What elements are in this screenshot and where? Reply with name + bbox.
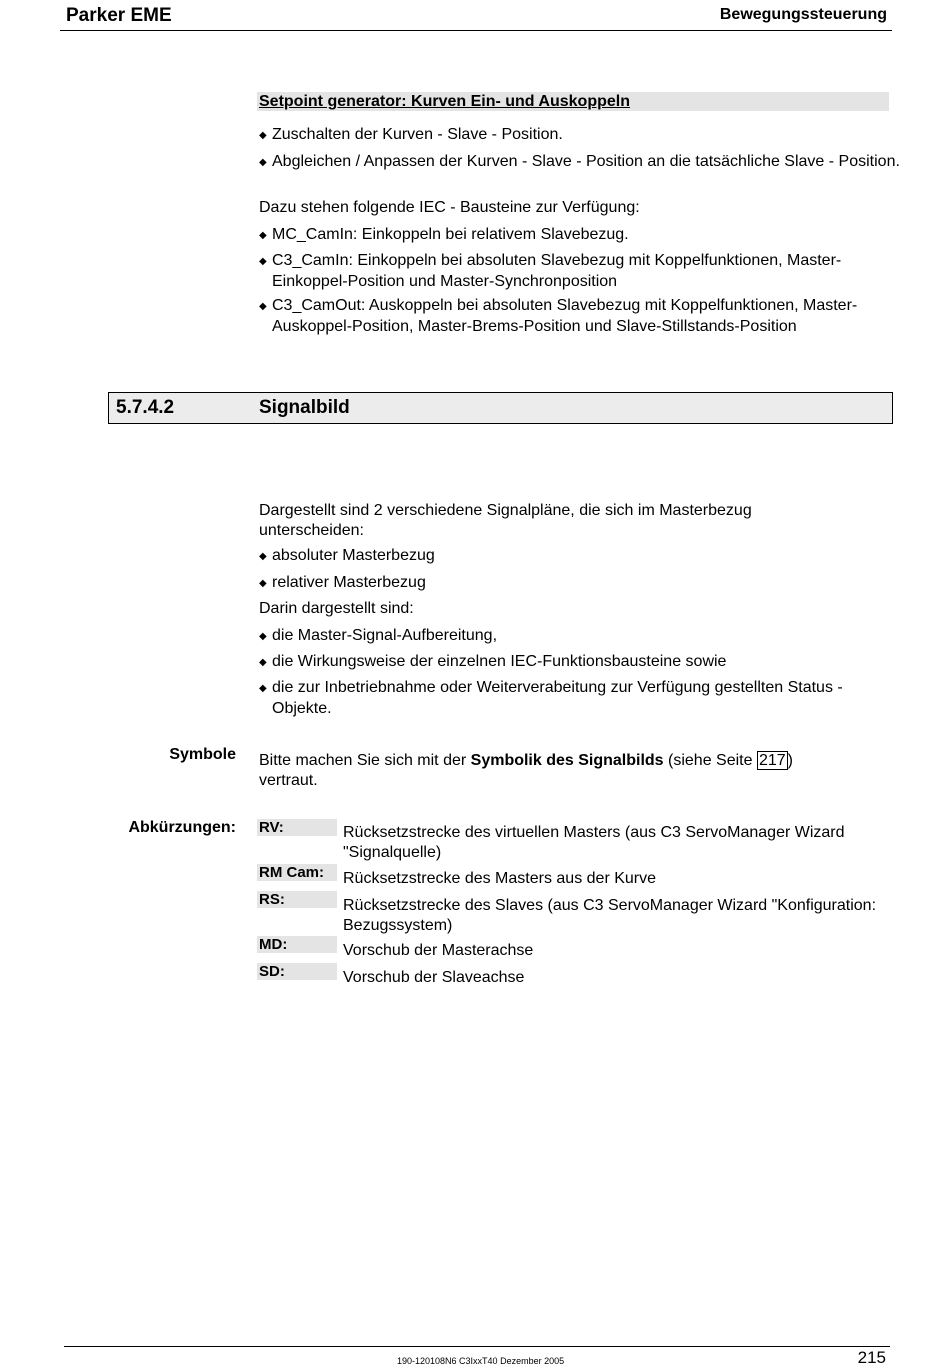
list-item: ◆ Abgleichen / Anpassen der Kurven - Slave - Position an die tatsächliche Slave - Position. xyxy=(259,152,902,173)
header-brand: Parker EME xyxy=(66,5,172,26)
section-heading-box xyxy=(108,392,893,424)
diamond-bullet-icon: ◆ xyxy=(259,256,267,267)
abbr-key: RM Cam: xyxy=(257,864,337,881)
section-title: Signalbild xyxy=(259,397,350,418)
setpoint-heading: Setpoint generator: Kurven Ein- und Auskoppeln xyxy=(257,92,889,111)
list-item: ◆ die Master-Signal-Aufbereitung, xyxy=(259,626,902,647)
abbr-key: SD: xyxy=(257,963,337,980)
abkuerzungen-label: Abkürzungen: xyxy=(128,819,236,836)
diamond-bullet-icon: ◆ xyxy=(259,578,267,589)
abbr-key: MD: xyxy=(257,936,337,953)
diamond-bullet-icon: ◆ xyxy=(259,631,267,642)
symbole-bold-term: Symbolik des Signalbilds xyxy=(470,752,664,769)
diamond-bullet-icon: ◆ xyxy=(259,683,267,694)
abbr-value: Rücksetzstrecke des Slaves (aus C3 ServoManager Wizard "Konfiguration: Bezugssystem) xyxy=(343,897,877,934)
page-number: 215 xyxy=(857,1348,886,1367)
diamond-bullet-icon: ◆ xyxy=(259,130,267,141)
abbr-key: RV: xyxy=(257,819,337,836)
signal-intro-2: Darin dargestellt sind: xyxy=(259,600,414,617)
footer-divider xyxy=(64,1346,890,1347)
list-item: ◆ absoluter Masterbezug xyxy=(259,546,902,567)
header-divider xyxy=(60,30,892,31)
header-chapter: Bewegungssteuerung xyxy=(719,6,887,23)
diamond-bullet-icon: ◆ xyxy=(259,157,267,168)
section-number: 5.7.4.2 xyxy=(116,397,175,418)
list-item: ◆ die Wirkungsweise der einzelnen IEC-Funktionsbausteine sowie xyxy=(259,652,902,673)
signal-intro: Dargestellt sind 2 verschiedene Signalpläne, die sich im Masterbezug unterscheiden: xyxy=(259,502,752,539)
diamond-bullet-icon: ◆ xyxy=(259,230,267,241)
list-item: ◆ relativer Masterbezug xyxy=(259,573,902,594)
abbr-value: Vorschub der Masterachse xyxy=(343,942,534,959)
setpoint-intro: Dazu stehen folgende IEC - Bausteine zur Verfügung: xyxy=(259,199,640,216)
footer-doc-id: 190-120108N6 C3IxxT40 Dezember 2005 xyxy=(397,1356,565,1366)
abbr-key: RS: xyxy=(257,891,337,908)
symbole-text: Bitte machen Sie sich mit der Symbolik des Signalbilds (siehe Seite 217 ) vertraut. xyxy=(259,752,793,789)
symbole-label: Symbole xyxy=(169,746,236,763)
abbr-value: Rücksetzstrecke des Masters aus der Kurve xyxy=(343,870,657,887)
list-item: ◆ MC_CamIn: Einkoppeln bei relativem Slavebezug. xyxy=(259,225,902,246)
abbr-value: Rücksetzstrecke des virtuellen Masters (aus C3 ServoManager Wizard "Signalquelle) xyxy=(343,824,845,861)
page-reference-link[interactable]: 217 xyxy=(758,752,786,769)
list-item: ◆ Zuschalten der Kurven - Slave - Position. xyxy=(259,125,902,146)
diamond-bullet-icon: ◆ xyxy=(259,657,267,668)
abbr-value: Vorschub der Slaveachse xyxy=(343,969,525,986)
list-item: ◆ die zur Inbetriebnahme oder Weiterverabeitung zur Verfügung gestellten Status - Objekte. xyxy=(259,679,843,717)
diamond-bullet-icon: ◆ xyxy=(259,301,267,312)
list-item: ◆ C3_CamIn: Einkoppeln bei absoluten Slavebezug mit Koppelfunktionen, Master-Einkoppel-Position und Master-Synchronposition xyxy=(259,252,842,290)
list-item: ◆ C3_CamOut: Auskoppeln bei absoluten Slavebezug mit Koppelfunktionen, Master-Auskoppel-Position, Master-Brems-Position und Slave-Stillstands-Position xyxy=(259,297,858,335)
diamond-bullet-icon: ◆ xyxy=(259,551,267,562)
